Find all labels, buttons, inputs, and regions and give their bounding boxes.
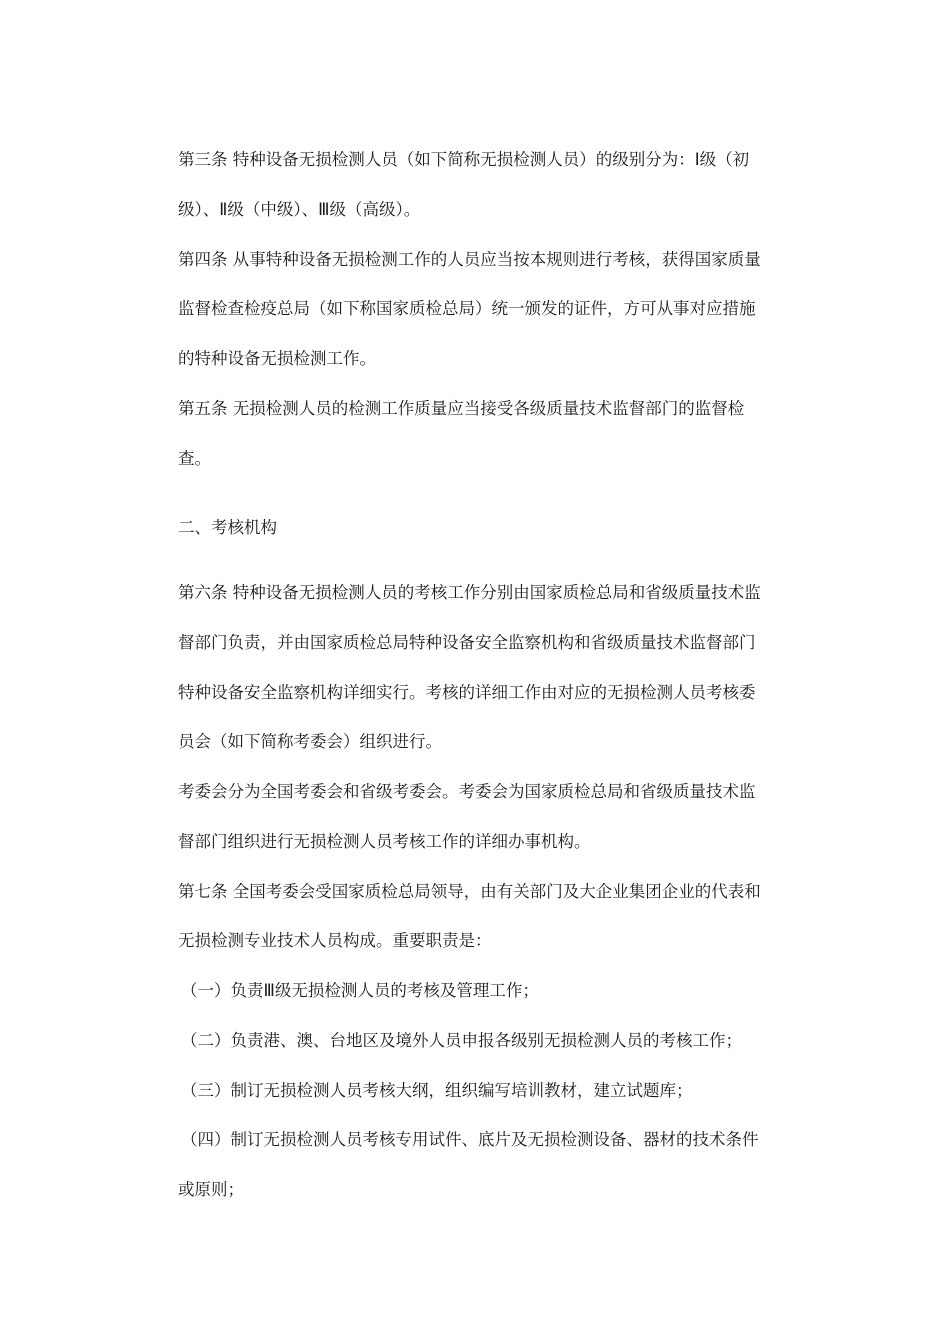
paragraph-line: 第六条 特种设备无损检测人员的考核工作分别由国家质检总局和省级质量技术监 (178, 583, 761, 602)
list-item: （三）制订无损检测人员考核大纲，组织编写培训教材，建立试题库； (181, 1081, 693, 1100)
paragraph-line: 第七条 全国考委会受国家质检总局领导，由有关部门及大企业集团企业的代表和 (178, 882, 761, 901)
paragraph-line: 查。 (178, 449, 211, 468)
paragraph-line: 第五条 无损检测人员的检测工作质量应当接受各级质量技术监督部门的监督检 (178, 399, 745, 418)
paragraph-line: 第四条 从事特种设备无损检测工作的人员应当按本规则进行考核，获得国家质量 (178, 250, 761, 269)
list-item: （一）负责Ⅲ级无损检测人员的考核及管理工作； (181, 981, 539, 1000)
list-item: （四）制订无损检测人员考核专用试件、底片及无损检测设备、器材的技术条件 (181, 1130, 759, 1149)
section-heading: 二、考核机构 (178, 518, 277, 537)
paragraph-line: 督部门负责，并由国家质检总局特种设备安全监察机构和省级质量技术监督部门 (178, 633, 756, 652)
paragraph-line: 监督检查检疫总局（如下称国家质检总局）统一颁发的证件，方可从事对应措施 (178, 299, 756, 318)
paragraph-line: 特种设备安全监察机构详细实行。考核的详细工作由对应的无损检测人员考核委 (178, 683, 756, 702)
paragraph-line: 第三条 特种设备无损检测人员（如下简称无损检测人员）的级别分为：Ⅰ级（初 (178, 150, 750, 169)
paragraph-line: 督部门组织进行无损检测人员考核工作的详细办事机构。 (178, 832, 591, 851)
paragraph-line: 级）、Ⅱ级（中级）、Ⅲ级（高级）。 (178, 200, 421, 219)
paragraph-line: 员会（如下简称考委会）组织进行。 (178, 732, 442, 751)
list-item: （二）负责港、澳、台地区及境外人员申报各级别无损检测人员的考核工作； (181, 1031, 742, 1050)
paragraph-line: 的特种设备无损检测工作。 (178, 349, 376, 368)
paragraph-line: 无损检测专业技术人员构成。重要职责是： (178, 931, 492, 950)
paragraph-line: 考委会分为全国考委会和省级考委会。考委会为国家质检总局和省级质量技术监 (178, 782, 756, 801)
paragraph-line: 或原则； (178, 1180, 244, 1199)
